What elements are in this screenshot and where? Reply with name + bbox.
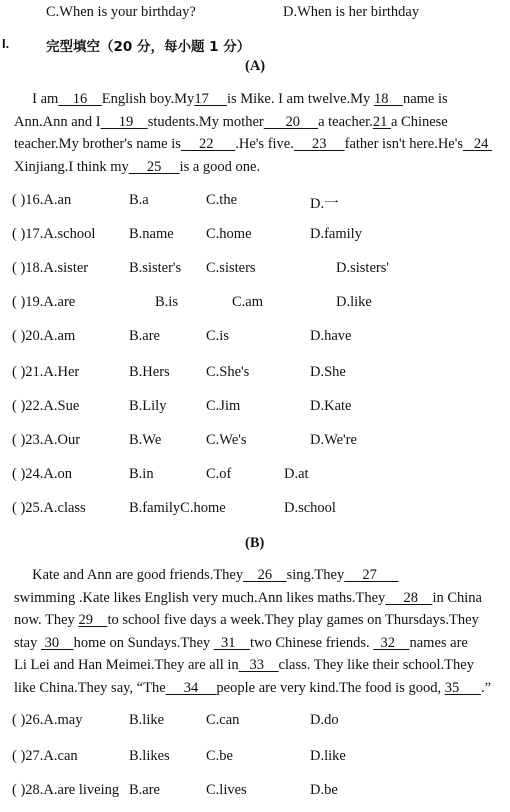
option-c: C.of bbox=[206, 466, 232, 482]
option-c: C.We's bbox=[206, 432, 247, 448]
passage-text: is a good one. bbox=[179, 158, 261, 175]
question-stem: ( )25.A.class bbox=[12, 500, 86, 516]
blank-24: 24 bbox=[462, 136, 492, 152]
blank-27: 27 bbox=[344, 567, 399, 583]
option-b: B.name bbox=[129, 226, 174, 242]
option-d: D.have bbox=[310, 328, 352, 344]
passage-text: like China.They say, “The bbox=[14, 679, 166, 696]
option-c: C.am bbox=[232, 294, 264, 310]
option-c: C.be bbox=[206, 748, 233, 764]
question-stem: ( )27.A.can bbox=[12, 748, 78, 764]
blank-28: 28 bbox=[385, 589, 433, 606]
option-c: C.lives bbox=[206, 782, 247, 798]
blank-19: 19 bbox=[100, 113, 148, 130]
question-stem: ( )19.A.are bbox=[12, 294, 76, 310]
blank-34: 34 bbox=[165, 679, 217, 696]
passage-text: a teacher. bbox=[318, 113, 373, 130]
blank-35: 35 bbox=[444, 679, 481, 696]
question-stem: ( )16.A.an bbox=[12, 192, 72, 208]
option-b: B.is bbox=[155, 294, 178, 310]
option-b: B.sister's bbox=[129, 260, 182, 276]
blank-22: 22 bbox=[180, 136, 236, 152]
passage-b-line-3 bbox=[14, 609, 506, 632]
option-d-text: D.When is her birthday bbox=[283, 4, 420, 20]
question-stem: ( )17.A.school bbox=[12, 226, 96, 242]
passage-text: class. They like their school.They bbox=[278, 657, 474, 673]
passage-text: stay bbox=[14, 634, 41, 651]
option-b: B.a bbox=[129, 192, 149, 208]
option-b: B.Hers bbox=[129, 364, 170, 380]
option-c: C.Jim bbox=[206, 398, 241, 414]
blank-32: 32 bbox=[373, 634, 410, 651]
blank-18: 18 bbox=[373, 91, 403, 107]
question-stem: ( )28.A.are liveing bbox=[12, 782, 120, 798]
option-d: D.sisters' bbox=[336, 260, 389, 276]
question-stem: ( )22.A.Sue bbox=[12, 398, 80, 414]
passage-text: I am bbox=[32, 91, 59, 107]
passage-text: .” bbox=[480, 679, 492, 696]
passage-text: in China bbox=[432, 589, 482, 606]
blank-30: 30 bbox=[40, 634, 74, 651]
passage-text: to school five days a week.They play games on Thursdays.They bbox=[107, 612, 479, 628]
passage-text: Li Lei and Han Meimei.They are all in bbox=[14, 657, 239, 673]
blank-17: 17 bbox=[194, 91, 227, 107]
blank-23: 23 bbox=[293, 136, 345, 152]
passage-text: Kate and Ann are good friends.They bbox=[32, 567, 244, 583]
passage-text: is Mike. I am twelve.My bbox=[226, 91, 374, 107]
passage-text: people are very kind.The food is good, bbox=[216, 679, 445, 696]
blank-25: 25 bbox=[128, 158, 180, 175]
option-c: C.home bbox=[206, 226, 252, 242]
blank-16: 16 bbox=[58, 91, 102, 107]
option-c: C.sisters bbox=[206, 260, 256, 276]
passage-text: Xinjiang.I think my bbox=[14, 158, 129, 175]
section-number: I. bbox=[2, 36, 10, 51]
blank-21: 21 bbox=[372, 113, 391, 130]
option-d: D.She bbox=[310, 364, 346, 380]
blank-31: 31 bbox=[213, 634, 251, 651]
passage-b-line-1 bbox=[14, 564, 506, 587]
part-b-label: (B) bbox=[245, 535, 265, 551]
passage-text: now. They bbox=[14, 612, 79, 628]
passage-text: a Chinese bbox=[390, 113, 448, 130]
passage-text: English boy.My bbox=[101, 91, 195, 107]
passage-text: .He's five. bbox=[235, 136, 294, 152]
option-b: B.like bbox=[129, 712, 165, 728]
question-stem: ( )20.A.am bbox=[12, 328, 76, 344]
option-d: D.一 bbox=[310, 196, 339, 212]
question-stem: ( )26.A.may bbox=[12, 712, 83, 728]
option-b: B.Lily bbox=[129, 398, 167, 414]
passage-a-line-1 bbox=[14, 88, 506, 111]
option-d: D.Kate bbox=[310, 398, 352, 414]
option-d: D.like bbox=[336, 294, 372, 310]
option-d: D.be bbox=[310, 782, 338, 798]
option-b: B.likes bbox=[129, 748, 170, 764]
option-b: B.in bbox=[129, 466, 154, 482]
passage-text: Ann.Ann and I bbox=[14, 113, 101, 130]
question-stem: ( )18.A.sister bbox=[12, 260, 89, 276]
option-d: D.school bbox=[284, 500, 336, 516]
passage-b-line-4 bbox=[14, 632, 506, 655]
passage-b-line-5 bbox=[14, 654, 506, 677]
option-b: B.are bbox=[129, 782, 160, 798]
passage-b bbox=[14, 564, 506, 699]
passage-text: names are bbox=[409, 634, 468, 651]
passage-text: father isn't here.He's bbox=[344, 136, 463, 152]
passage-text: sing.They bbox=[286, 567, 345, 583]
option-d: D.at bbox=[284, 466, 309, 482]
passage-text: name is bbox=[402, 91, 448, 107]
passage-a-line-2 bbox=[14, 111, 506, 134]
option-b: B.We bbox=[129, 432, 162, 448]
part-a-label: (A) bbox=[245, 58, 266, 74]
option-d: D.like bbox=[310, 748, 346, 764]
blank-26: 26 bbox=[243, 567, 287, 583]
option-c: C.is bbox=[206, 328, 229, 344]
option-c: C.can bbox=[206, 712, 240, 728]
passage-text: swimming .Kate likes English very much.Ann likes maths.They bbox=[14, 589, 386, 606]
passage-a-line-3 bbox=[14, 133, 506, 156]
option-d: D.family bbox=[310, 226, 362, 242]
passage-text: home on Sundays.They bbox=[73, 634, 214, 651]
blank-33: 33 bbox=[238, 657, 279, 673]
passage-text: teacher.My brother's name is bbox=[14, 136, 181, 152]
passage-a-line-4 bbox=[14, 156, 506, 179]
question-stem: ( )24.A.on bbox=[12, 466, 73, 482]
option-c: C.She's bbox=[206, 364, 250, 380]
question-stem: ( )21.A.Her bbox=[12, 364, 80, 380]
passage-text: students.My mother bbox=[147, 113, 264, 130]
section-title: 完型填空（20 分，每小题 1 分） bbox=[46, 39, 251, 55]
option-d: D.We're bbox=[310, 432, 357, 448]
blank-29: 29 bbox=[78, 612, 108, 628]
option-c-text: C.When is your birthday? bbox=[46, 4, 196, 20]
blank-20: 20 bbox=[263, 113, 319, 130]
passage-a bbox=[14, 88, 506, 178]
passage-b-line-6 bbox=[14, 677, 506, 700]
passage-b-line-2 bbox=[14, 587, 506, 610]
option-b: B.are bbox=[129, 328, 160, 344]
option-d: D.do bbox=[310, 712, 339, 728]
option-b: B.familyC.home bbox=[129, 500, 226, 516]
question-stem: ( )23.A.Our bbox=[12, 432, 81, 448]
passage-text: two Chinese friends. bbox=[250, 634, 374, 651]
option-c: C.the bbox=[206, 192, 238, 208]
